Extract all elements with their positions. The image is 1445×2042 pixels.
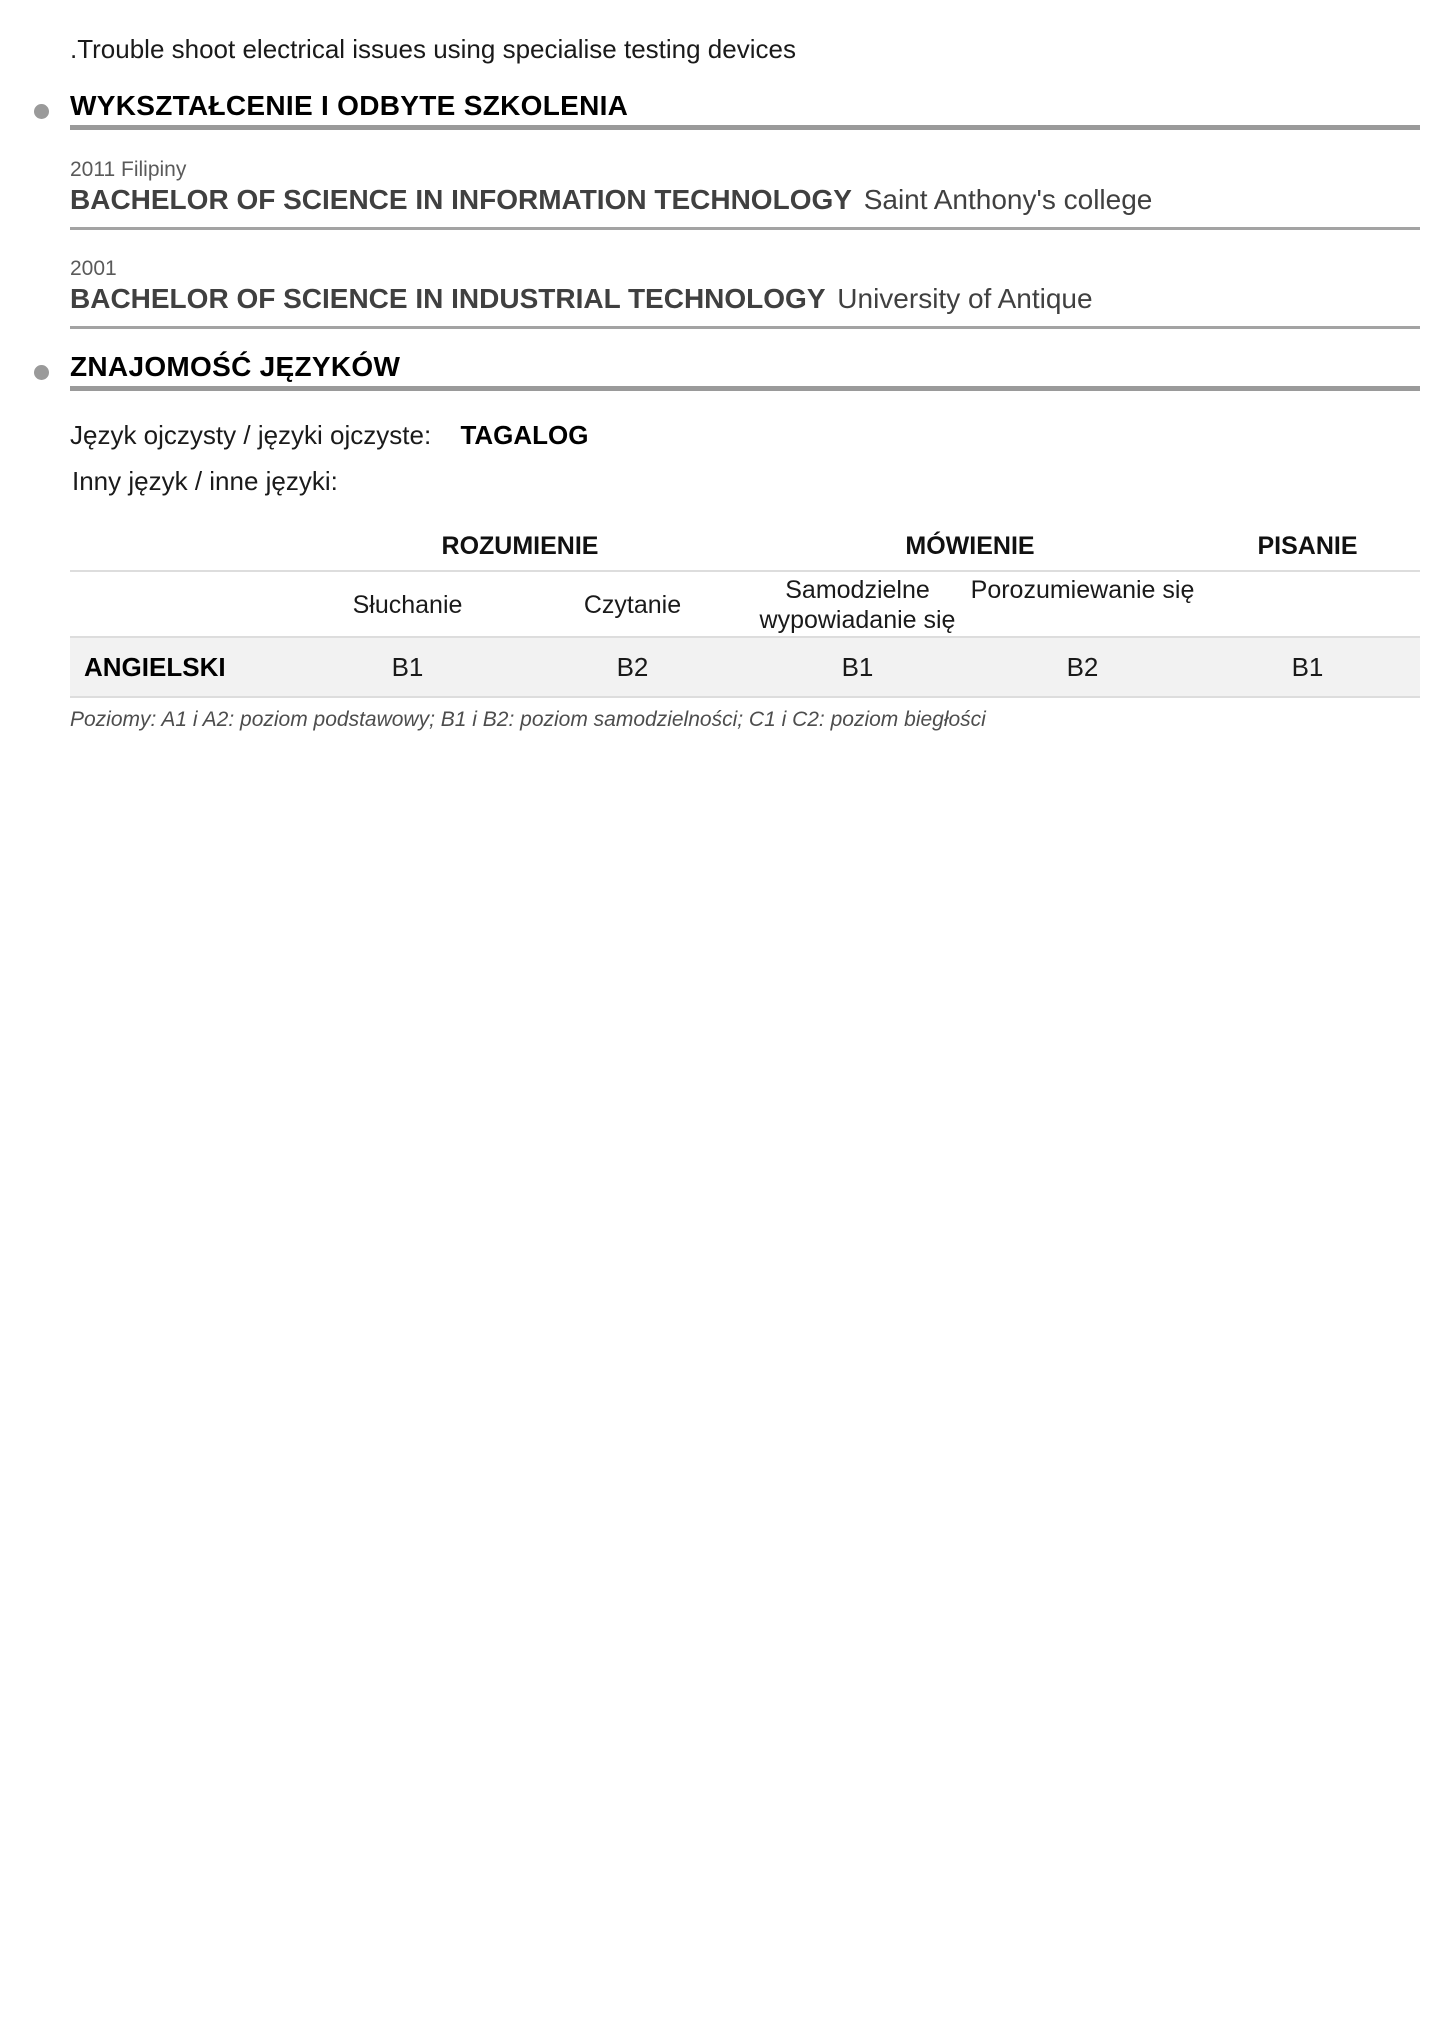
languages-section-heading bbox=[70, 345, 1420, 391]
education-date-location: 2011 Filipiny bbox=[70, 158, 187, 181]
languages-heading: ZNAJOMOŚĆ JĘZYKÓW bbox=[70, 351, 401, 382]
mother-tongue-line bbox=[70, 420, 589, 451]
table-subheader-row bbox=[70, 572, 1420, 638]
subheader-spoken-production: Samodzielne wypowiadanie się bbox=[759, 576, 956, 634]
education-entry bbox=[70, 158, 1420, 230]
level-spoken-production: B1 bbox=[841, 652, 874, 682]
school-name: Saint Anthony's college bbox=[863, 184, 1153, 215]
level-spoken-interaction: B2 bbox=[1066, 652, 1099, 682]
table-row bbox=[70, 638, 1420, 698]
skill-line: .Trouble shoot electrical issues using specialise testing devices bbox=[70, 34, 796, 64]
education-degree-line bbox=[70, 184, 1152, 216]
language-skills-table bbox=[70, 522, 1420, 698]
levels-legend-note: Poziomy: A1 i A2: poziom podstawowy; B1 i B2: poziom samodzielności; C1 i C2: poziom biegłości bbox=[70, 708, 986, 731]
level-listening: B1 bbox=[391, 652, 424, 682]
section-bullet-icon bbox=[34, 365, 49, 380]
education-degree-line bbox=[70, 283, 1093, 315]
table-group-header-row bbox=[70, 522, 1420, 572]
level-reading: B2 bbox=[616, 652, 649, 682]
degree-title: BACHELOR OF SCIENCE IN INFORMATION TECHNOLOGY bbox=[70, 184, 852, 215]
subheader-reading: Czytanie bbox=[583, 591, 682, 619]
education-heading: WYKSZTAŁCENIE I ODBYTE SZKOLENIA bbox=[70, 90, 629, 121]
education-section-heading bbox=[70, 84, 1420, 130]
education-date-location: 2001 bbox=[70, 257, 117, 280]
degree-title: BACHELOR OF SCIENCE IN INDUSTRIAL TECHNOLOGY bbox=[70, 283, 826, 314]
mother-tongue-value: TAGALOG bbox=[460, 420, 589, 450]
education-entry bbox=[70, 257, 1420, 329]
subheader-listening: Słuchanie bbox=[352, 591, 463, 619]
group-header-understanding: ROZUMIENIE bbox=[441, 532, 599, 560]
level-writing: B1 bbox=[1291, 652, 1324, 682]
subheader-spoken-interaction: Porozumiewanie się bbox=[970, 576, 1195, 604]
group-header-speaking: MÓWIENIE bbox=[905, 532, 1035, 560]
language-name: ANGIELSKI bbox=[84, 652, 226, 682]
mother-tongue-label: Język ojczysty / języki ojczyste: bbox=[70, 420, 432, 450]
other-languages-label: Inny język / inne języki: bbox=[72, 466, 338, 496]
section-bullet-icon bbox=[34, 104, 49, 119]
group-header-writing: PISANIE bbox=[1257, 532, 1358, 560]
school-name: University of Antique bbox=[837, 283, 1093, 314]
